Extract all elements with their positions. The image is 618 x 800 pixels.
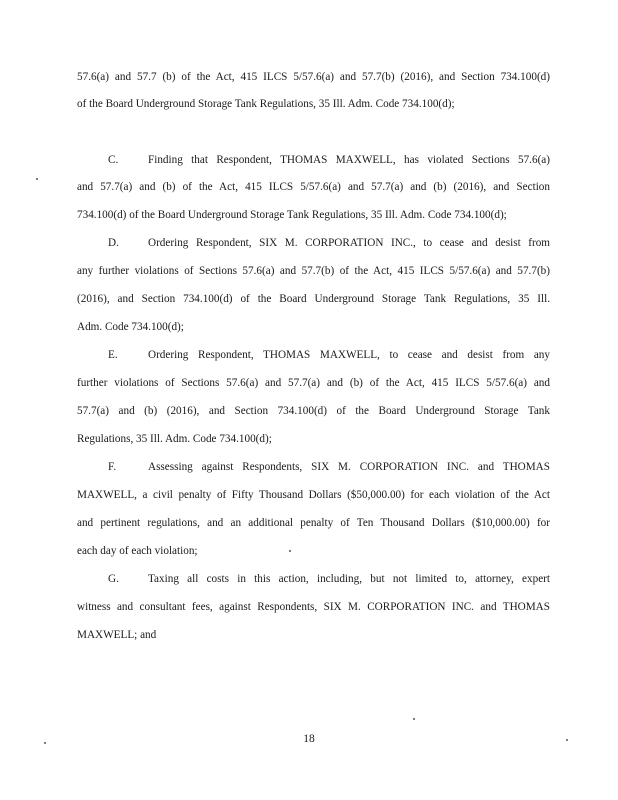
paragraph-f-label: F.	[108, 461, 117, 473]
paragraph-d-line-4: Adm. Code 734.100(d);	[77, 321, 184, 333]
paragraph-f-first-line	[108, 460, 550, 474]
scan-speck	[36, 178, 38, 180]
paragraph-g-label: G.	[108, 573, 119, 585]
paragraph-g-line-2: witness and consultant fees, against Respondents, SIX M. CORPORATION INC. and THOMAS	[77, 601, 550, 613]
paragraph-d-label: D.	[108, 237, 119, 249]
paragraph-c-label: C.	[108, 154, 119, 166]
scan-speck	[413, 718, 415, 720]
scan-speck	[566, 739, 568, 741]
paragraph-d-line-3: (2016), and Section 734.100(d) of the Board Underground Storage Tank Regulations, 35 Ill.	[77, 293, 550, 305]
intro-line-1: 57.6(a) and 57.7 (b) of the Act, 415 ILCS 5/57.6(a) and 57.7(b) (2016), and Section 734.100(d)	[77, 71, 550, 83]
paragraph-f-line-1: Assessing against Respondents, SIX M. CORPORATION INC. and THOMAS	[148, 461, 550, 473]
scan-speck	[44, 742, 46, 744]
paragraph-d-line-2: any further violations of Sections 57.6(a) and 57.7(b) of the Act, 415 ILCS 5/57.6(a) and 57.7(b)	[77, 265, 550, 277]
scan-speck	[289, 550, 291, 552]
paragraph-f-line-4: each day of each violation;	[77, 545, 198, 557]
paragraph-f-line-3: and pertinent regulations, and an additional penalty of Ten Thousand Dollars ($10,000.00) for	[77, 517, 550, 529]
page-number: 18	[303, 733, 315, 745]
paragraph-e-line-3: 57.7(a) and (b) (2016), and Section 734.100(d) of the Board Underground Storage Tank	[77, 405, 550, 417]
paragraph-c-line-1: Finding that Respondent, THOMAS MAXWELL, has violated Sections 57.6(a)	[148, 154, 550, 166]
paragraph-g-line-1: Taxing all costs in this action, including, but not limited to, attorney, expert	[148, 573, 550, 585]
paragraph-c-line-3: 734.100(d) of the Board Underground Storage Tank Regulations, 35 Ill. Adm. Code 734.100(d);	[77, 209, 507, 221]
paragraph-g-line-3: MAXWELL; and	[77, 629, 157, 641]
paragraph-e-label: E.	[108, 349, 118, 361]
paragraph-f-line-2: MAXWELL, a civil penalty of Fifty Thousand Dollars ($50,000.00) for each violation of the Act	[77, 489, 550, 501]
intro-line-2: of the Board Underground Storage Tank Regulations, 35 Ill. Adm. Code 734.100(d);	[77, 98, 455, 110]
paragraph-c-first-line	[108, 153, 550, 167]
paragraph-e-line-4: Regulations, 35 Ill. Adm. Code 734.100(d);	[77, 433, 272, 445]
paragraph-d-line-1: Ordering Respondent, SIX M. CORPORATION INC., to cease and desist from	[148, 237, 550, 249]
paragraph-e-line-1: Ordering Respondent, THOMAS MAXWELL, to cease and desist from any	[148, 349, 550, 361]
paragraph-d-first-line	[108, 236, 550, 250]
paragraph-e-line-2: further violations of Sections 57.6(a) and 57.7(a) and (b) of the Act, 415 ILCS 5/57.6(a) and	[77, 377, 550, 389]
paragraph-e-first-line	[108, 348, 550, 362]
paragraph-g-first-line	[108, 572, 550, 586]
paragraph-c-line-2: and 57.7(a) and (b) of the Act, 415 ILCS 5/57.6(a) and 57.7(a) and (b) (2016), and Section	[77, 181, 550, 193]
